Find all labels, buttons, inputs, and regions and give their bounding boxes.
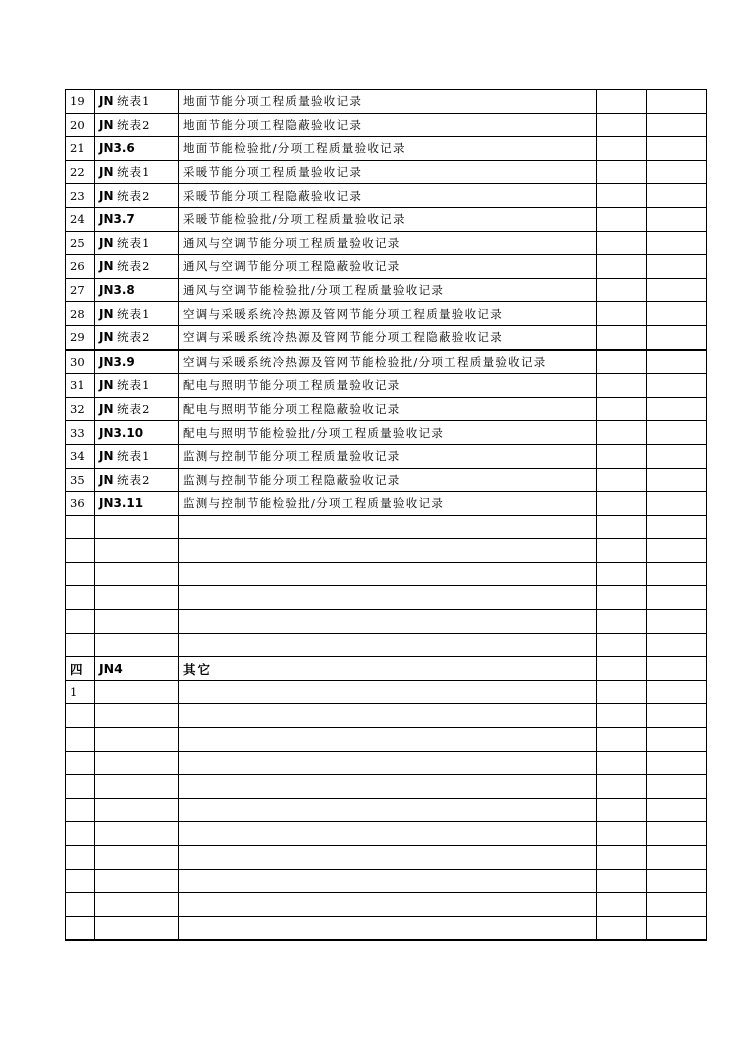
- table-row: [66, 137, 707, 161]
- record-title: 采暖节能分项工程隐蔽验收记录: [179, 184, 597, 208]
- record-title: 地面节能分项工程质量验收记录: [179, 90, 597, 114]
- blank-cell: [647, 207, 707, 231]
- row-number: 19: [66, 90, 95, 114]
- blank-cell: [597, 893, 647, 917]
- blank-cell: [597, 113, 647, 137]
- empty-row: [66, 751, 707, 775]
- blank-cell: [597, 90, 647, 114]
- row-number: 22: [66, 160, 95, 184]
- blank-cell: [66, 704, 95, 728]
- blank-cell: [95, 539, 179, 563]
- blank-cell: [597, 822, 647, 846]
- empty-row: [66, 893, 707, 917]
- row-number: 25: [66, 231, 95, 255]
- blank-cell: [647, 90, 707, 114]
- row-number: 23: [66, 184, 95, 208]
- blank-cell: [95, 751, 179, 775]
- empty-row: [66, 610, 707, 634]
- blank-cell: [66, 751, 95, 775]
- blank-cell: [647, 325, 707, 349]
- form-code: JN3.6: [95, 137, 179, 161]
- table-row: [66, 444, 707, 468]
- blank-cell: [597, 680, 647, 704]
- row-number: 34: [66, 444, 95, 468]
- form-code: JN3.10: [95, 421, 179, 445]
- blank-cell: [647, 798, 707, 822]
- section-number: 四: [66, 657, 95, 681]
- blank-cell: [66, 798, 95, 822]
- blank-cell: [647, 916, 707, 940]
- blank-cell: [647, 704, 707, 728]
- blank-cell: [647, 255, 707, 279]
- blank-cell: [179, 704, 597, 728]
- blank-cell: [179, 633, 597, 657]
- blank-cell: [66, 515, 95, 539]
- blank-cell: [647, 421, 707, 445]
- table-row: [66, 680, 707, 704]
- record-title: 地面节能分项工程隐蔽验收记录: [179, 113, 597, 137]
- blank-cell: [179, 846, 597, 870]
- blank-cell: [647, 822, 707, 846]
- blank-cell: [647, 137, 707, 161]
- form-code: JN 统表2: [95, 184, 179, 208]
- table-row: [66, 184, 707, 208]
- blank-cell: [66, 822, 95, 846]
- row-number: 31: [66, 374, 95, 398]
- form-code: JN 统表2: [95, 255, 179, 279]
- blank-cell: [597, 916, 647, 940]
- blank-cell: [179, 539, 597, 563]
- blank-cell: [647, 846, 707, 870]
- table-row: [66, 302, 707, 326]
- row-number: 29: [66, 325, 95, 349]
- blank-cell: [647, 893, 707, 917]
- blank-cell: [95, 515, 179, 539]
- record-title: 通风与空调节能分项工程隐蔽验收记录: [179, 255, 597, 279]
- blank-cell: [95, 680, 179, 704]
- row-number: 24: [66, 207, 95, 231]
- blank-cell: [647, 586, 707, 610]
- blank-cell: [179, 798, 597, 822]
- section-code: JN4: [95, 657, 179, 681]
- blank-cell: [95, 798, 179, 822]
- blank-cell: [66, 775, 95, 799]
- records-table: [65, 89, 707, 941]
- blank-cell: [179, 562, 597, 586]
- blank-cell: [597, 775, 647, 799]
- blank-cell: [66, 610, 95, 634]
- table-row: [66, 374, 707, 398]
- blank-cell: [647, 397, 707, 421]
- blank-cell: [647, 350, 707, 374]
- blank-cell: [66, 586, 95, 610]
- table-row: [66, 421, 707, 445]
- empty-row: [66, 704, 707, 728]
- row-number: 21: [66, 137, 95, 161]
- blank-cell: [95, 633, 179, 657]
- blank-cell: [597, 586, 647, 610]
- section-header-row: [66, 657, 707, 681]
- blank-cell: [179, 822, 597, 846]
- blank-cell: [647, 680, 707, 704]
- blank-cell: [597, 137, 647, 161]
- table-row: [66, 350, 707, 374]
- blank-cell: [647, 492, 707, 516]
- blank-cell: [597, 350, 647, 374]
- blank-cell: [95, 610, 179, 634]
- blank-cell: [597, 302, 647, 326]
- form-code: JN3.7: [95, 207, 179, 231]
- blank-cell: [597, 374, 647, 398]
- blank-cell: [179, 586, 597, 610]
- row-number: 1: [66, 680, 95, 704]
- blank-cell: [597, 728, 647, 752]
- form-code: JN 统表2: [95, 325, 179, 349]
- blank-cell: [647, 444, 707, 468]
- form-code: JN 统表2: [95, 113, 179, 137]
- blank-cell: [66, 846, 95, 870]
- blank-cell: [647, 302, 707, 326]
- blank-cell: [597, 633, 647, 657]
- blank-cell: [647, 775, 707, 799]
- form-code: JN 统表1: [95, 160, 179, 184]
- empty-row: [66, 775, 707, 799]
- blank-cell: [597, 444, 647, 468]
- record-title: 配电与照明节能分项工程质量验收记录: [179, 374, 597, 398]
- blank-cell: [647, 160, 707, 184]
- blank-cell: [597, 468, 647, 492]
- row-number: 33: [66, 421, 95, 445]
- row-number: 30: [66, 350, 95, 374]
- records-table-body: [66, 90, 707, 941]
- record-title: 配电与照明节能分项工程隐蔽验收记录: [179, 397, 597, 421]
- table-row: [66, 325, 707, 349]
- table-row: [66, 231, 707, 255]
- table-row: [66, 255, 707, 279]
- blank-cell: [597, 610, 647, 634]
- blank-cell: [597, 421, 647, 445]
- record-title: 空调与采暖系统冷热源及管网节能检验批/分项工程质量验收记录: [179, 350, 597, 374]
- empty-row: [66, 846, 707, 870]
- blank-cell: [647, 657, 707, 681]
- form-code: JN 统表2: [95, 397, 179, 421]
- blank-cell: [597, 515, 647, 539]
- blank-cell: [597, 184, 647, 208]
- empty-row: [66, 633, 707, 657]
- row-number: 35: [66, 468, 95, 492]
- record-title: 空调与采暖系统冷热源及管网节能分项工程质量验收记录: [179, 302, 597, 326]
- blank-cell: [597, 869, 647, 893]
- empty-row: [66, 728, 707, 752]
- record-title: 监测与控制节能分项工程隐蔽验收记录: [179, 468, 597, 492]
- record-title: 配电与照明节能检验批/分项工程质量验收记录: [179, 421, 597, 445]
- blank-cell: [597, 255, 647, 279]
- empty-row: [66, 869, 707, 893]
- blank-cell: [597, 562, 647, 586]
- table-row: [66, 278, 707, 302]
- form-code: JN 统表1: [95, 90, 179, 114]
- record-title: 采暖节能分项工程质量验收记录: [179, 160, 597, 184]
- row-number: 26: [66, 255, 95, 279]
- row-number: 32: [66, 397, 95, 421]
- blank-cell: [66, 893, 95, 917]
- record-title: 通风与空调节能检验批/分项工程质量验收记录: [179, 278, 597, 302]
- blank-cell: [597, 704, 647, 728]
- blank-cell: [597, 278, 647, 302]
- blank-cell: [95, 562, 179, 586]
- table-row: [66, 492, 707, 516]
- blank-cell: [597, 325, 647, 349]
- blank-cell: [647, 468, 707, 492]
- record-title: 监测与控制节能检验批/分项工程质量验收记录: [179, 492, 597, 516]
- blank-cell: [597, 160, 647, 184]
- blank-cell: [66, 562, 95, 586]
- row-number: 27: [66, 278, 95, 302]
- blank-cell: [597, 798, 647, 822]
- blank-cell: [66, 539, 95, 563]
- row-number: 28: [66, 302, 95, 326]
- blank-cell: [647, 113, 707, 137]
- table-row: [66, 113, 707, 137]
- blank-cell: [647, 515, 707, 539]
- blank-cell: [647, 633, 707, 657]
- blank-cell: [597, 539, 647, 563]
- blank-cell: [597, 751, 647, 775]
- blank-cell: [597, 492, 647, 516]
- blank-cell: [647, 562, 707, 586]
- blank-cell: [66, 728, 95, 752]
- blank-cell: [95, 704, 179, 728]
- form-code: JN 统表1: [95, 231, 179, 255]
- form-code: JN 统表1: [95, 444, 179, 468]
- form-code: JN3.11: [95, 492, 179, 516]
- form-code: JN3.9: [95, 350, 179, 374]
- form-code: JN 统表1: [95, 374, 179, 398]
- blank-cell: [95, 846, 179, 870]
- blank-cell: [597, 207, 647, 231]
- empty-row: [66, 822, 707, 846]
- blank-cell: [95, 916, 179, 940]
- blank-cell: [179, 610, 597, 634]
- table-row: [66, 468, 707, 492]
- blank-cell: [66, 916, 95, 940]
- blank-cell: [95, 893, 179, 917]
- empty-row: [66, 539, 707, 563]
- record-title: 通风与空调节能分项工程质量验收记录: [179, 231, 597, 255]
- blank-cell: [597, 397, 647, 421]
- blank-cell: [179, 869, 597, 893]
- blank-cell: [179, 775, 597, 799]
- empty-row: [66, 515, 707, 539]
- empty-row: [66, 562, 707, 586]
- blank-cell: [66, 633, 95, 657]
- table-row: [66, 207, 707, 231]
- table-row: [66, 160, 707, 184]
- blank-cell: [647, 184, 707, 208]
- blank-cell: [597, 657, 647, 681]
- form-code: JN 统表2: [95, 468, 179, 492]
- blank-cell: [647, 374, 707, 398]
- empty-row: [66, 586, 707, 610]
- blank-cell: [179, 751, 597, 775]
- row-number: 36: [66, 492, 95, 516]
- section-title: 其它: [179, 657, 597, 681]
- blank-cell: [66, 869, 95, 893]
- blank-cell: [597, 846, 647, 870]
- blank-cell: [95, 775, 179, 799]
- row-number: 20: [66, 113, 95, 137]
- blank-cell: [647, 231, 707, 255]
- blank-cell: [179, 893, 597, 917]
- empty-row: [66, 916, 707, 940]
- blank-cell: [647, 728, 707, 752]
- empty-row: [66, 798, 707, 822]
- record-title: 地面节能检验批/分项工程质量验收记录: [179, 137, 597, 161]
- blank-cell: [647, 278, 707, 302]
- blank-cell: [95, 869, 179, 893]
- blank-cell: [95, 586, 179, 610]
- blank-cell: [647, 869, 707, 893]
- blank-cell: [179, 916, 597, 940]
- blank-cell: [647, 539, 707, 563]
- table-row: [66, 90, 707, 114]
- blank-cell: [179, 728, 597, 752]
- blank-cell: [647, 751, 707, 775]
- blank-cell: [95, 822, 179, 846]
- blank-cell: [647, 610, 707, 634]
- table-row: [66, 397, 707, 421]
- record-title: 采暖节能检验批/分项工程质量验收记录: [179, 207, 597, 231]
- form-code: JN3.8: [95, 278, 179, 302]
- record-title: 监测与控制节能分项工程质量验收记录: [179, 444, 597, 468]
- blank-cell: [597, 231, 647, 255]
- record-title: 空调与采暖系统冷热源及管网节能分项工程隐蔽验收记录: [179, 325, 597, 349]
- blank-cell: [179, 515, 597, 539]
- blank-cell: [95, 728, 179, 752]
- form-code: JN 统表1: [95, 302, 179, 326]
- blank-cell: [179, 680, 597, 704]
